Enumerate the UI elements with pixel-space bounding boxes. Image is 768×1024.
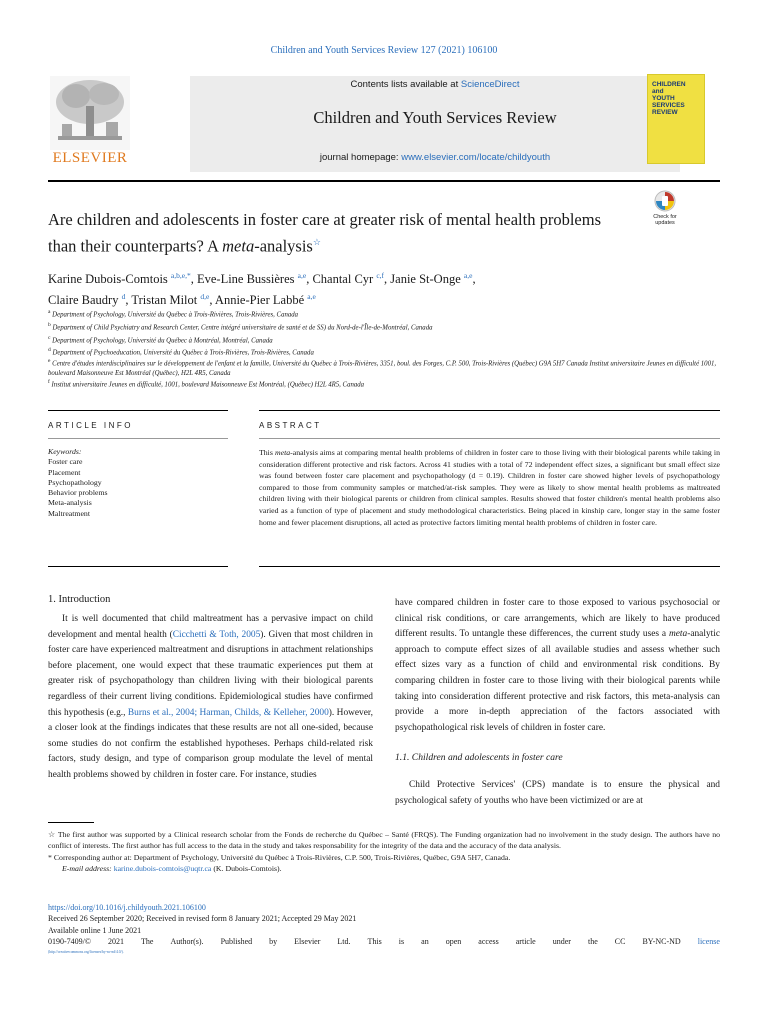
right-paragraph — [395, 596, 720, 736]
affiliation-text: Institut universitaire Jeunes en difficulté, 1001, boulevard Maisonneuve Est Montréal, (Québec) H2L 4R5, Canada — [51, 381, 365, 389]
license-link[interactable]: license — [697, 936, 720, 946]
abstract-heading: ABSTRACT — [259, 421, 322, 430]
abstract-divider — [259, 438, 720, 439]
author-list — [48, 267, 668, 309]
subsection-heading: 1.1. Children and adolescents in foster care — [395, 752, 563, 764]
affiliation-text: Centre d'études interdisciplinaires sur le développement de l'enfant et la famille, Université du Québec à Trois-Rivières, 3351, boul. des Forges, C.P. 500, Trois-Rivières (Québec) G9A 5H7 Canada Institut universitaire Jeunes en difficulté 1001, boulevard Maisonneuve Est Montréal (Québec), H2L 4R5, Canada — [48, 360, 717, 377]
funding-footnote: ☆ The first author was supported by a Clinical research scholar from the Fonds de recherche du Québec – Santé (FRQS). The Funding organization had no involvement in the study design. The authors have no conflict of interests. The first author has full access to the data in the study and takes responsability for the integrity of the data and the accuracy of the data analysis. — [48, 830, 720, 851]
license-word: open — [445, 936, 462, 946]
email-suffix: (K. Dubois-Comtois). — [211, 863, 282, 873]
keyword-item: Placement — [48, 467, 81, 477]
cover-line: YOUTH — [652, 95, 675, 102]
article-title — [48, 209, 628, 258]
affiliation-text: Department of Psychoeducation, Université du Québec à Trois-Rivières, Trois-Rivières, Canada — [52, 349, 314, 357]
article-info-divider — [48, 438, 228, 439]
author-name[interactable]: Annie-Pier Labbé — [214, 293, 305, 308]
journal-title: Children and Youth Services Review — [313, 108, 557, 127]
article-metadata — [48, 902, 720, 958]
header-divider — [48, 180, 720, 182]
journal-header — [50, 74, 718, 174]
title-text: Are children and adolescents in foster care at greater risk of mental health problems than their counterparts? A — [48, 210, 601, 256]
affiliation-b — [48, 321, 728, 333]
affiliation-f — [48, 378, 728, 390]
cover-line: SERVICES — [652, 102, 685, 109]
cover-line: REVIEW — [652, 109, 678, 116]
license-word: Author(s). — [170, 936, 204, 946]
article-info-bottom-rule — [48, 566, 228, 567]
journal-homepage-link[interactable]: www.elsevier.com/locate/childyouth — [401, 152, 551, 163]
intro-text: It is well documented that child maltreatment has a pervasive impact on child development and mental health ( — [48, 614, 373, 640]
author-affiliation-sup[interactable]: a,b,e,* — [170, 271, 191, 280]
abstract-bottom-rule — [259, 566, 720, 567]
keywords-list — [48, 447, 228, 519]
affiliation-sup: d — [48, 347, 51, 353]
author-separator: , — [306, 272, 313, 287]
keywords-label: Keywords: — [48, 447, 82, 456]
affiliation-text: Department of Psychology, Université du Québec à Trois-Rivières, Trois-Rivières, Canada — [52, 311, 299, 319]
license-word: BY-NC-ND — [642, 936, 681, 946]
keyword-item: Behavior problems — [48, 488, 108, 498]
crossmark-label — [645, 214, 685, 226]
available-online: Available online 1 June 2021 — [48, 925, 142, 935]
keyword-item: Psychopathology — [48, 477, 102, 487]
license-url[interactable]: (http://creativecommons.org/licenses/by-nc-nd/4.0/). — [48, 950, 124, 955]
author-name[interactable]: Chantal Cyr — [312, 272, 374, 287]
cover-line: CHILDREN — [652, 81, 686, 88]
license-word: This — [367, 936, 382, 946]
author-separator: , — [209, 293, 215, 308]
license-word: Published — [220, 936, 253, 946]
intro-text: ). Given that most children in foster care have experienced maltreatment and disruptions in attachment relationships before placement, one would expect that these traumatic experiences put them at greater risk of psychopathology than children living with their biological parents regardless of their current living conditions. Epidemiological studies have confirmed this hypothesis (e.g., — [48, 629, 373, 718]
author-name[interactable]: Janie St-Onge — [390, 272, 461, 287]
affiliation-c — [48, 334, 728, 346]
author-name[interactable]: Claire Baudry — [48, 293, 119, 308]
author-separator: , — [190, 272, 197, 287]
affiliation-text: Department of Psychology, Université du Québec à Montréal, Montréal, Canada — [52, 337, 273, 345]
right-text: have compared children in foster care to those exposed to various psychosocial or clinical risk conditions, or care arrangements, which are likely to have produced different results. To untangle these differences, the current study uses a — [395, 598, 720, 640]
author-name[interactable]: Tristan Milot — [131, 293, 198, 308]
license-line — [48, 936, 720, 947]
affiliation-sup: f — [48, 379, 50, 385]
homepage-prefix: journal homepage: — [319, 152, 402, 163]
affiliation-sup: e — [48, 358, 51, 364]
introduction-heading: 1. Introduction — [48, 594, 111, 605]
author-separator: , — [472, 272, 476, 287]
journal-cover-thumbnail[interactable] — [647, 74, 705, 164]
right-text: -analytic approach to compute effect sizes of all available studies and assess whether such effect sizes vary as a function of child and environmental risk conditions. By comparing children in foster care to those living with their biological parents while taking into consideration different protective and risk factors, this meta-analysis can provide a more in-depth appreciation of the factors associated with psychopathological risk levels of children in foster care. — [395, 629, 720, 733]
license-word: is — [398, 936, 405, 946]
crossmark-line: updates — [655, 220, 675, 226]
author-affiliation-sup[interactable]: a,e — [297, 271, 307, 280]
abstract-body: -analysis aims at comparing mental health problems of children in foster care to those living with their biological parents while taking in consideration different protective and risk factors. Across 41 studies with a total of 72 independent effect sizes, a significant but small effect size was found between foster care placement and psychopathology (d = 0.19). Children in foster care showed higher levels of psychopathology compared to those from community samples or matched/at-risk samples. They were as likely to show mental health problems as maltreated children living with their biological parents or children from clinical samples. Results showed that foster children's mental health problems also varied as a function of type of placement and study methodological characteristics. Being placed in kinship care, longer stay in the same foster home and fewer placement disruptions, all acted as protective factors limiting mental health problems of children in foster care. — [259, 448, 720, 527]
email-link[interactable]: karine.dubois-comtois@uqtr.ca — [113, 863, 212, 873]
crossmark-icon — [645, 190, 685, 214]
footnotes — [48, 829, 720, 874]
affiliation-a — [48, 308, 728, 320]
license-word: Elsevier — [294, 936, 321, 946]
affiliation-sup: a — [48, 309, 51, 315]
abstract-top-rule — [259, 410, 720, 411]
title-text-end: -analysis — [254, 236, 313, 256]
citation-link[interactable]: Burns et al., 2004; Harman, Childs, & Kelleher, 2000 — [127, 707, 329, 718]
journal-reference[interactable]: Children and Youth Services Review 127 (2021) 106100 — [270, 45, 498, 56]
crossmark-line: Check for — [653, 214, 677, 220]
doi-link[interactable]: https://doi.org/10.1016/j.childyouth.2021.106100 — [48, 903, 206, 912]
subsection-paragraph: Child Protective Services' (CPS) mandate is to ensure the physical and psychological safety of youths who have been victimized or are at — [395, 779, 720, 806]
cover-line: and — [652, 88, 664, 95]
article-info-top-rule — [48, 410, 228, 411]
keyword-item: Maltreatment — [48, 508, 90, 518]
license-word: under — [552, 936, 571, 946]
license-word: Ltd. — [337, 936, 351, 946]
keyword-item: Meta-analysis — [48, 498, 92, 508]
sciencedirect-link[interactable]: ScienceDirect — [460, 79, 520, 90]
journal-homepage-line — [190, 152, 680, 163]
abstract-text — [259, 447, 720, 528]
article-info-heading: ARTICLE INFO — [48, 421, 133, 430]
license-word: an — [421, 936, 429, 946]
email-label: E-mail address: — [62, 863, 114, 873]
license-word: 0190-7409/© — [48, 936, 91, 946]
corresponding-author-footnote: * Corresponding author at: Department of Psychology, Université du Québec à Trois-Rivières, C.P. 500, Trois-Rivières, Québec, G9A 5H7, Canada. — [48, 852, 511, 862]
contents-available-line — [190, 79, 680, 90]
title-footnote-star[interactable]: ☆ — [312, 237, 321, 247]
author-affiliation-sup[interactable]: a,e — [463, 271, 473, 280]
right-italic: meta — [668, 629, 688, 640]
license-word: The — [141, 936, 154, 946]
title-italic: meta — [222, 236, 255, 256]
license-word: article — [515, 936, 536, 946]
right-column — [395, 596, 720, 809]
affiliation-sup: c — [48, 335, 51, 341]
keyword-item: Foster care — [48, 457, 83, 467]
author-separator: , — [384, 272, 391, 287]
author-affiliation-sup[interactable]: d — [121, 292, 126, 302]
affiliation-text: Department of Child Psychiatry and Research Center, Centre intégré universitaire de santé et de SS) du Nord-de-l'Île-de-Montréal, Canada — [52, 324, 433, 332]
affiliation-sup: b — [48, 322, 51, 328]
affiliation-e — [48, 357, 728, 378]
license-word: access — [478, 936, 499, 946]
license-word: the — [587, 936, 598, 946]
author-separator: , — [125, 293, 132, 308]
license-word: by — [269, 936, 278, 946]
abstract-pre: This — [259, 448, 275, 457]
check-for-updates-badge[interactable] — [645, 190, 685, 232]
elsevier-wordmark: ELSEVIER — [52, 150, 128, 166]
introduction-paragraph — [48, 612, 373, 784]
abstract-italic: meta — [275, 448, 291, 457]
author-name[interactable]: Eve-Line Bussières — [196, 272, 295, 287]
author-name[interactable]: Karine Dubois-Comtois — [48, 272, 168, 287]
email-line — [48, 863, 720, 874]
license-word: 2021 — [107, 936, 124, 946]
license-word: CC — [614, 936, 626, 946]
contents-prefix: Contents lists available at — [350, 79, 461, 90]
footnote-rule — [48, 822, 94, 823]
author-affiliation-sup[interactable]: a,e — [307, 292, 316, 302]
author-affiliation-sup[interactable]: c,f — [376, 271, 385, 280]
received-dates: Received 26 September 2020; Received in revised form 8 January 2021; Accepted 29 May 2021 — [48, 914, 357, 924]
intro-text: ). However, a closer look at the findings indicates that these results are not all one-sided, because some studies do not confirm the established hypotheses. Perhaps child-related risk factors, study design, and type of comparison group modulate the level of mental health problems showed by children in foster care. For instance, studies — [48, 707, 374, 780]
author-affiliation-sup[interactable]: d,e — [200, 292, 210, 302]
citation-link[interactable]: Cicchetti & Toth, 2005 — [172, 629, 261, 640]
